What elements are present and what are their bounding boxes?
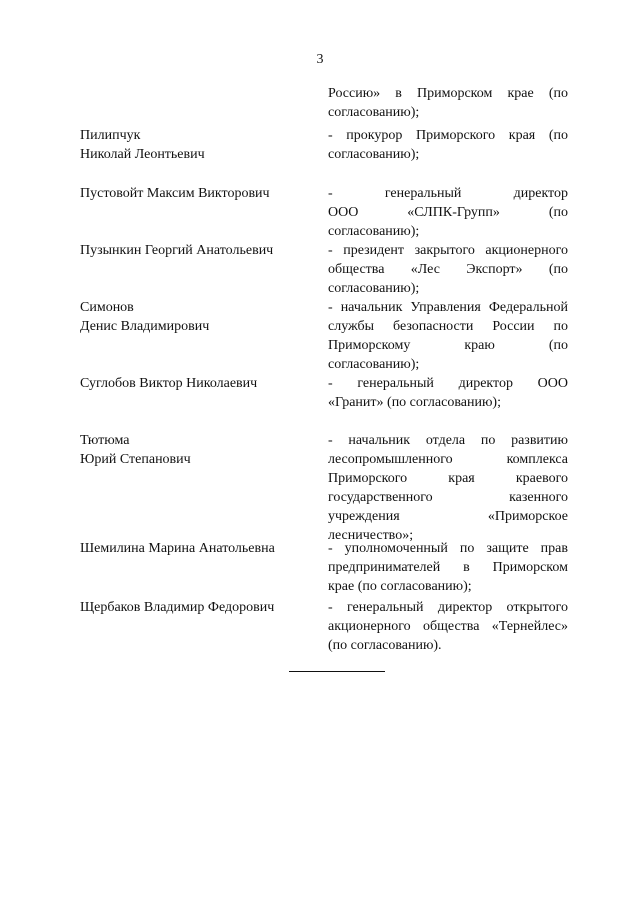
member-position-line: согласованию);	[328, 224, 420, 239]
member-name-line: Шемилина Марина Анатольевна	[80, 541, 275, 556]
member-name	[80, 241, 315, 260]
member-position-line: Россию» в Приморском крае (по	[328, 86, 568, 101]
member-position-line: государственного казенного	[328, 490, 568, 505]
member-name-line: Николай Леонтьевич	[80, 147, 205, 162]
member-position-line: - начальник Управления Федеральной	[328, 300, 568, 315]
member-position-line: - генеральный директор открытого	[328, 600, 568, 615]
member-position	[328, 431, 568, 545]
member-name	[80, 431, 315, 469]
end-rule-divider	[289, 671, 385, 672]
member-position-line: - прокурор Приморского края (по	[328, 128, 568, 143]
member-name-line: Щербаков Владимир Федорович	[80, 600, 275, 615]
member-name	[80, 184, 315, 203]
member-position	[328, 298, 568, 374]
member-position-line: - генеральный директор ООО	[328, 376, 568, 391]
member-name-line: Тютюма	[80, 433, 130, 448]
member-position-line: Приморского края краевого	[328, 471, 568, 486]
member-name-line: Суглобов Виктор Николаевич	[80, 376, 258, 391]
member-position-line: «Гранит» (по согласованию);	[328, 395, 501, 410]
member-position-line: (по согласованию).	[328, 638, 442, 653]
member-name	[80, 374, 315, 393]
member-name	[80, 539, 315, 558]
member-name	[80, 298, 315, 336]
member-name-line: Пилипчук	[80, 128, 141, 143]
member-name-line: Пузынкин Георгий Анатольевич	[80, 243, 274, 258]
member-position-line: - начальник отдела по развитию	[328, 433, 568, 448]
member-position	[328, 126, 568, 164]
member-position	[328, 598, 568, 655]
member-position-line: лесопромышленного комплекса	[328, 452, 568, 467]
member-name	[80, 598, 315, 617]
member-position-line: согласованию);	[328, 281, 420, 296]
member-position	[328, 374, 568, 412]
member-position-line: службы безопасности России по	[328, 319, 568, 334]
member-position-line: согласованию);	[328, 147, 420, 162]
member-name	[80, 126, 315, 164]
member-position-line: учреждения «Приморское	[328, 509, 568, 524]
member-position	[328, 184, 568, 241]
page-number: 3	[316, 52, 324, 67]
member-position-line: общества «Лес Экспорт» (по	[328, 262, 568, 277]
member-position-line: ООО «СЛПК-Групп» (по	[328, 205, 568, 220]
member-position-line: предпринимателей в Приморском	[328, 560, 568, 575]
member-position-line: крае (по согласованию);	[328, 579, 472, 594]
member-position-line: акционерного общества «Тернейлес»	[328, 619, 568, 634]
member-name-line: Денис Владимирович	[80, 319, 210, 334]
member-position-line: - уполномоченный по защите прав	[328, 541, 568, 556]
member-position-line: согласованию);	[328, 105, 420, 120]
member-name-line: Пустовойт Максим Викторович	[80, 186, 270, 201]
member-position	[328, 84, 568, 122]
member-position-line: лесничество»;	[328, 528, 414, 543]
member-position-line: согласованию);	[328, 357, 420, 372]
member-position	[328, 241, 568, 298]
member-position-line: Приморскому краю (по	[328, 338, 568, 353]
member-name-line: Юрий Степанович	[80, 452, 191, 467]
member-position-line: - генеральный директор	[328, 186, 568, 201]
member-position-line: - президент закрытого акционерного	[328, 243, 568, 258]
member-name-line: Симонов	[80, 300, 134, 315]
member-position	[328, 539, 568, 596]
